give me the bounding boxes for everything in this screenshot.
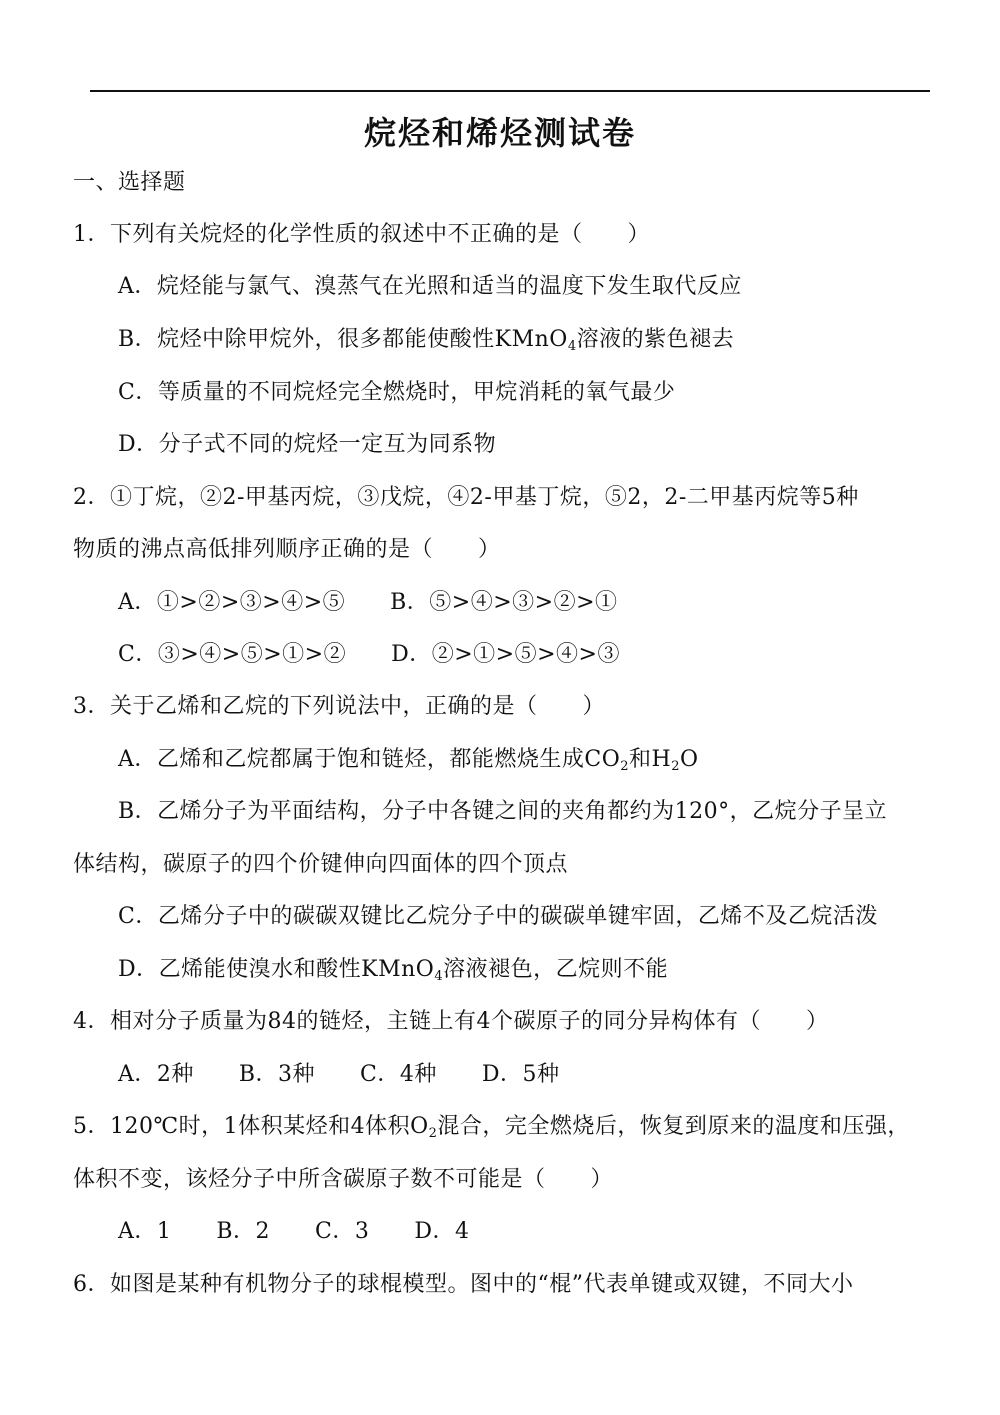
q6-stem-line1: 6．如图是某种有机物分子的球棍模型。图中的“棍”代表单键或双键，不同大小 [73, 1272, 854, 1297]
q3-stem: 3．关于乙烯和乙烷的下列说法中，正确的是（ ） [73, 694, 605, 719]
q5-stem-line1: 5．120℃时，1体积某烃和4体积$O_2$混合，完全燃烧后，恢复到原来的温度和压强， [73, 1114, 910, 1141]
q5-options: A．1 B．2 C．3 D．4 [118, 1219, 470, 1244]
q4-stem: 4．相对分子质量为84的链烃，主链上有4个碳原子的同分异构体有（ ） [73, 1009, 829, 1034]
q4-options: A．2种 B．3种 C．4种 D．5种 [118, 1062, 560, 1087]
q2-options-ab: A．①>②>③>④>⑤ B．⑤>④>③>②>① [118, 590, 618, 615]
q1-stem: 1．下列有关烷烃的化学性质的叙述中不正确的是（ ） [73, 222, 650, 247]
q2-options-cd: C．③>④>⑤>①>② D．②>①>⑤>④>③ [118, 642, 620, 667]
q1-option-b: B．烷烃中除甲烷外，很多都能使酸性KMnO$_4$溶液的紫色褪去 [118, 327, 735, 354]
q1-option-a: A．烷烃能与氯气、溴蒸气在光照和适当的温度下发生取代反应 [118, 274, 742, 299]
section-heading: 一、选择题 [73, 170, 186, 195]
q3-option-c: C．乙烯分子中的碳碳双键比乙烷分子中的碳碳单键牢固，乙烯不及乙烷活泼 [118, 904, 878, 929]
q3-option-b-line1: B．乙烯分子为平面结构，分子中各键之间的夹角都约为120°，乙烷分子呈立 [118, 799, 888, 824]
header-rule [90, 90, 930, 92]
q2-stem-line1: 2．①丁烷，②2-甲基丙烷，③戊烷，④2-甲基丁烷，⑤2，2-二甲基丙烷等5种 [73, 485, 859, 510]
q3-option-d: D．乙烯能使溴水和酸性KMnO$_4$溶液褪色，乙烷则不能 [118, 957, 669, 984]
q3-option-b-line2: 体结构，碳原子的四个价键伸向四面体的四个顶点 [73, 852, 569, 877]
q5-stem-line2: 体积不变，该烃分子中所含碳原子数不可能是（ ） [73, 1167, 614, 1192]
q1-option-d: D．分子式不同的烷烃一定互为同系物 [118, 432, 497, 457]
q1-option-c: C．等质量的不同烷烃完全燃烧时，甲烷消耗的氧气最少 [118, 380, 676, 405]
q2-stem-line2: 物质的沸点高低排列顺序正确的是（ ） [73, 537, 501, 562]
q3-option-a: A．乙烯和乙烷都属于饱和链烃，都能燃烧生成$CO_2$和$H_2O$ [118, 747, 699, 774]
page-title: 烷烃和烯烃测试卷 [363, 114, 636, 152]
